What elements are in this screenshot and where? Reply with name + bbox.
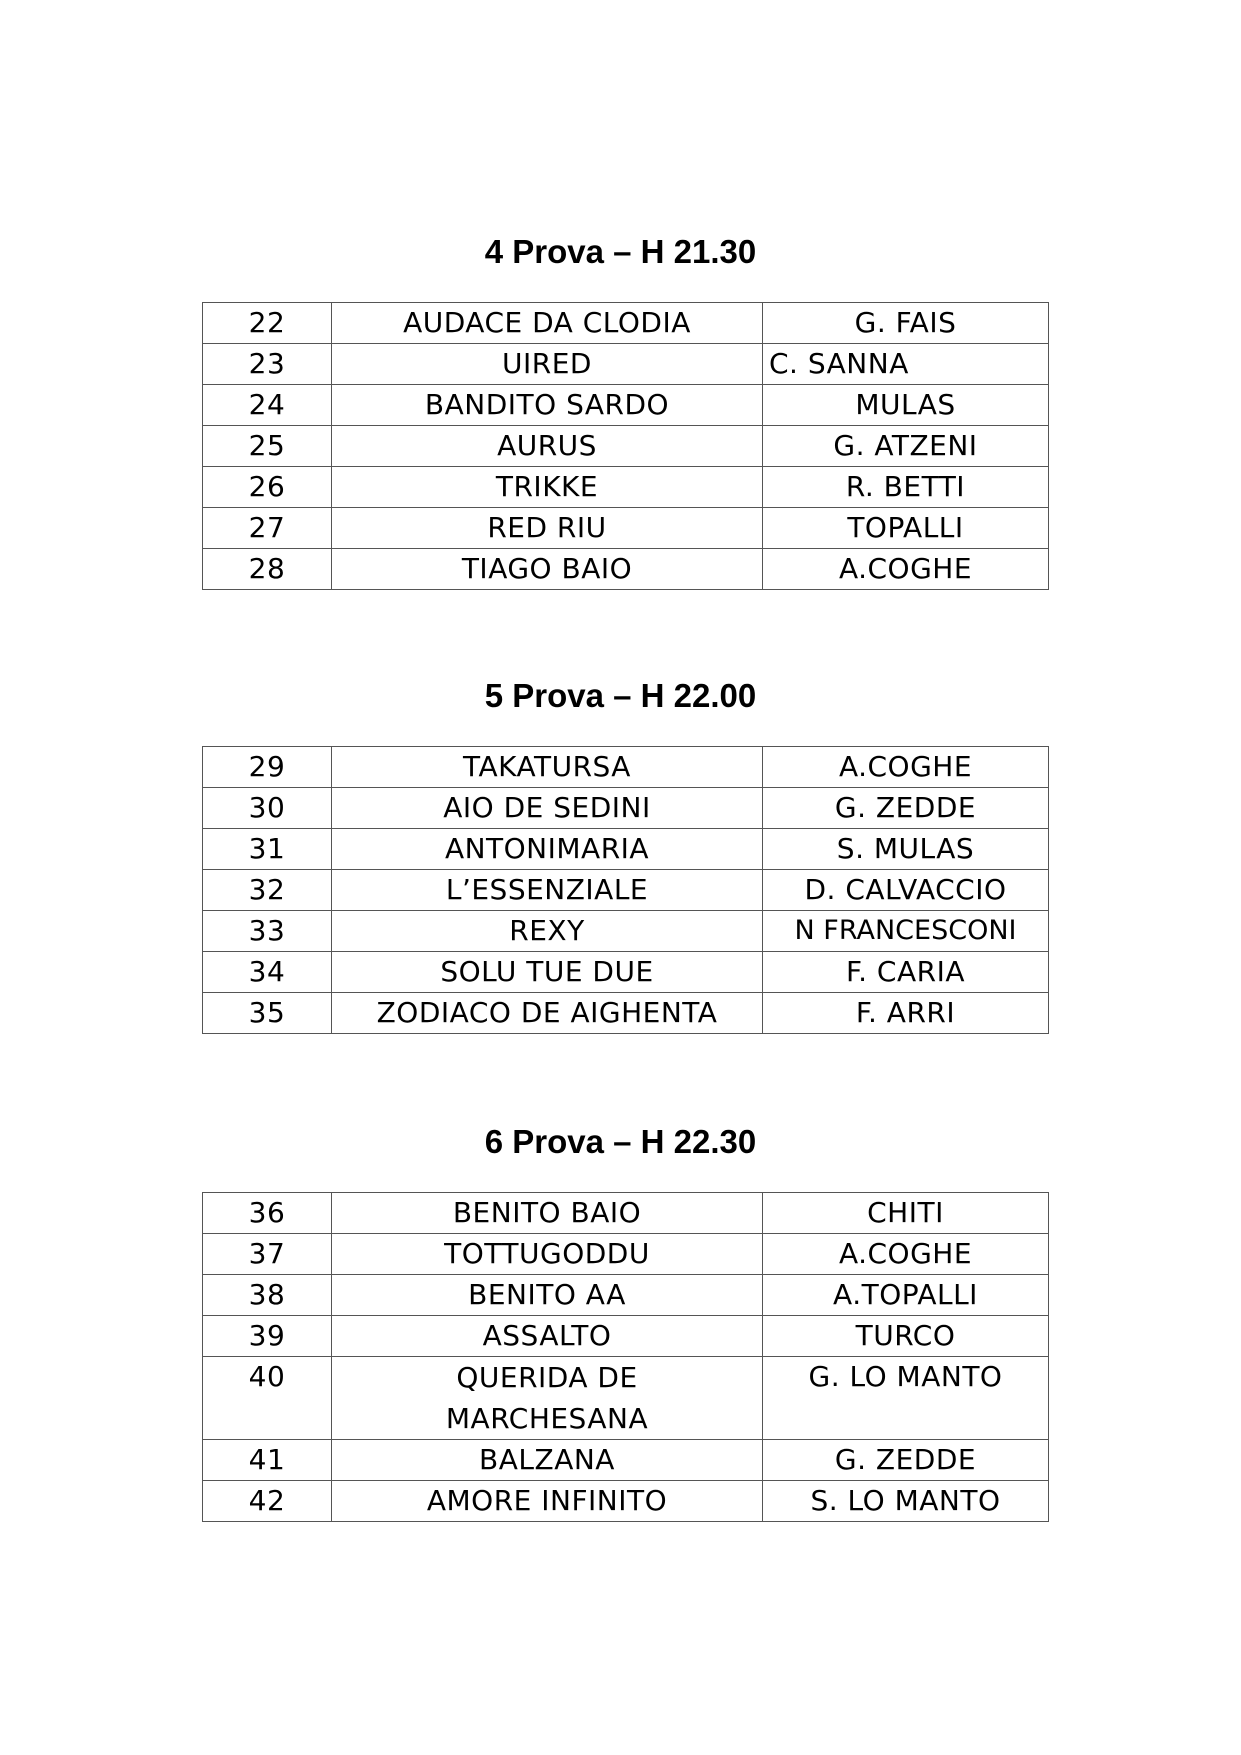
entry-number: 28 [203,549,332,590]
entry-number: 42 [203,1481,332,1522]
entry-number: 27 [203,508,332,549]
horse-name: SOLU TUE DUE [332,952,763,993]
rider-name: TURCO [763,1316,1049,1357]
table-row [203,1357,1049,1440]
table-row [203,829,1049,870]
horse-name: TRIKKE [332,467,763,508]
horse-name: QUERIDA DE MARCHESANA [332,1357,763,1440]
rider-name: G. LO MANTO [763,1357,1049,1440]
rider-name: CHITI [763,1193,1049,1234]
horse-name: AURUS [332,426,763,467]
table-row [203,1234,1049,1275]
table-row [203,1316,1049,1357]
table-row [203,467,1049,508]
rider-name: D. CALVACCIO [763,870,1049,911]
table-row [203,385,1049,426]
table-row [203,1275,1049,1316]
entry-number: 22 [203,303,332,344]
rider-name: S. LO MANTO [763,1481,1049,1522]
entry-number: 40 [203,1357,332,1440]
entry-number: 26 [203,467,332,508]
horse-name: AIO DE SEDINI [332,788,763,829]
table-row [203,788,1049,829]
entry-number: 34 [203,952,332,993]
table-row [203,1440,1049,1481]
horse-name: AUDACE DA CLODIA [332,303,763,344]
rider-name: F. ARRI [763,993,1049,1034]
rider-name: N FRANCESCONI [763,911,1049,952]
table-row [203,508,1049,549]
table-row [203,952,1049,993]
entry-number: 29 [203,747,332,788]
rider-name: A.TOPALLI [763,1275,1049,1316]
rider-name: G. ATZENI [763,426,1049,467]
rider-name: F. CARIA [763,952,1049,993]
horse-name: BENITO AA [332,1275,763,1316]
rider-name: G. FAIS [763,303,1049,344]
rider-name: A.COGHE [763,747,1049,788]
horse-name: ANTONIMARIA [332,829,763,870]
rider-name: A.COGHE [763,1234,1049,1275]
entry-number: 41 [203,1440,332,1481]
entry-number: 39 [203,1316,332,1357]
race-entries-table [202,1192,1049,1522]
table-row [203,344,1049,385]
rider-name: G. ZEDDE [763,1440,1049,1481]
entry-number: 33 [203,911,332,952]
horse-name: L’ESSENZIALE [332,870,763,911]
race-heading: 6 Prova – H 22.30 [484,1123,757,1160]
table-row [203,870,1049,911]
horse-name: ZODIACO DE AIGHENTA [332,993,763,1034]
entry-number: 23 [203,344,332,385]
horse-name: ASSALTO [332,1316,763,1357]
entry-number: 25 [203,426,332,467]
rider-name: R. BETTI [763,467,1049,508]
horse-name: BALZANA [332,1440,763,1481]
horse-name: REXY [332,911,763,952]
rider-name: S. MULAS [763,829,1049,870]
horse-name: TOTTUGODDU [332,1234,763,1275]
table-row [203,1193,1049,1234]
horse-name: BENITO BAIO [332,1193,763,1234]
entry-number: 31 [203,829,332,870]
entry-number: 37 [203,1234,332,1275]
horse-name: AMORE INFINITO [332,1481,763,1522]
rider-name: MULAS [763,385,1049,426]
table-row [203,911,1049,952]
race-heading: 4 Prova – H 21.30 [484,233,757,270]
horse-name: TAKATURSA [332,747,763,788]
rider-name: TOPALLI [763,508,1049,549]
table-row [203,426,1049,467]
race-entries-table [202,302,1049,590]
entry-number: 36 [203,1193,332,1234]
table-row [203,993,1049,1034]
entry-number: 32 [203,870,332,911]
rider-name: G. ZEDDE [763,788,1049,829]
rider-name: A.COGHE [763,549,1049,590]
entry-number: 30 [203,788,332,829]
horse-name: UIRED [332,344,763,385]
horse-name: TIAGO BAIO [332,549,763,590]
table-row [203,747,1049,788]
table-row [203,303,1049,344]
race-heading: 5 Prova – H 22.00 [484,677,757,714]
horse-name: BANDITO SARDO [332,385,763,426]
horse-name: RED RIU [332,508,763,549]
rider-name: C. SANNA [763,344,1049,385]
entry-number: 38 [203,1275,332,1316]
table-row [203,549,1049,590]
race-entries-table [202,746,1049,1034]
table-row [203,1481,1049,1522]
entry-number: 35 [203,993,332,1034]
entry-number: 24 [203,385,332,426]
